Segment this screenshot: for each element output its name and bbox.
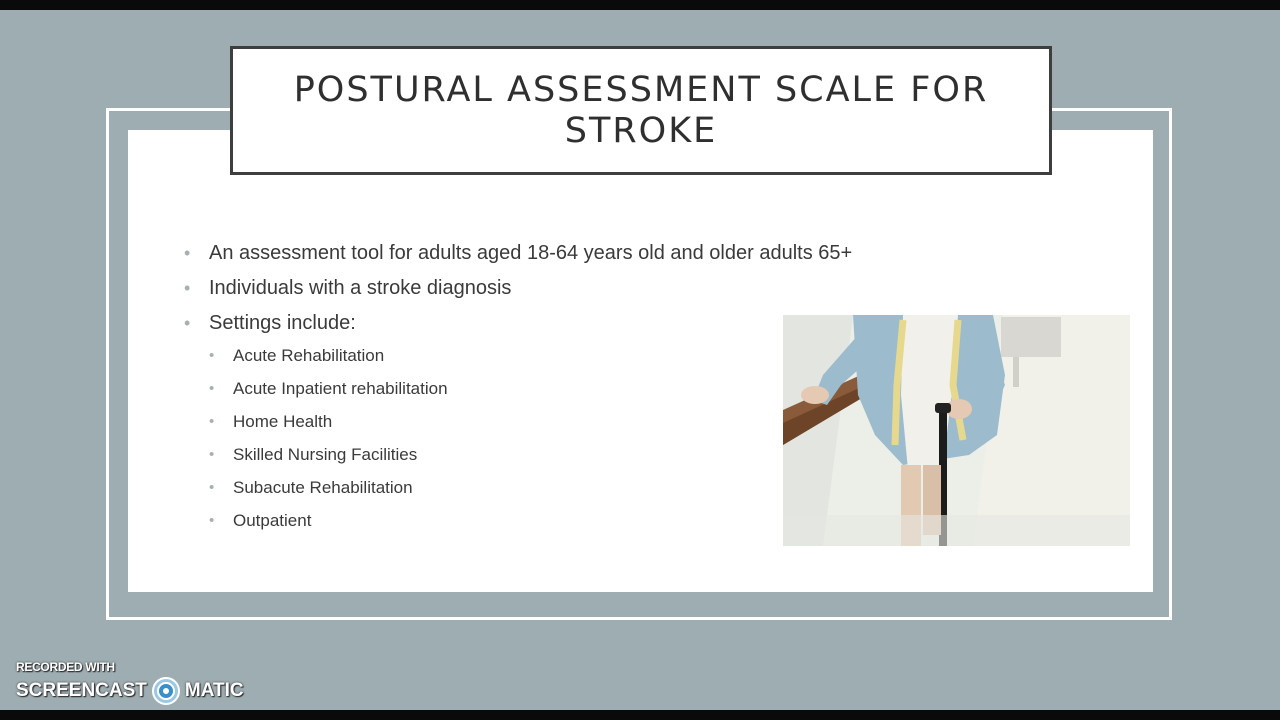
screencast-matic-watermark xyxy=(16,660,244,706)
watermark-brand-right: MATIC xyxy=(184,680,244,701)
bullet-icon: • xyxy=(209,479,215,496)
screencast-logo-icon xyxy=(151,676,181,706)
slide-title-box xyxy=(230,46,1052,175)
bullet-text: Individuals with a stroke diagnosis xyxy=(209,277,512,299)
sub-bullet-item xyxy=(180,345,852,378)
sub-bullet-item xyxy=(180,510,852,543)
bullet-icon: • xyxy=(209,347,215,364)
elderly-woman-cane-photo xyxy=(783,315,1130,546)
bullet-icon: • xyxy=(184,313,191,333)
bullet-icon: • xyxy=(209,380,215,397)
slide-title: POSTURAL ASSESSMENT SCALE FOR STROKE xyxy=(293,69,989,151)
watermark-recorded-with: RECORDED WITH xyxy=(16,660,115,674)
sub-bullet-item xyxy=(180,477,852,510)
sub-bullet-text: Subacute Rehabilitation xyxy=(233,478,413,497)
bullet-icon: • xyxy=(184,243,191,263)
bullet-icon: • xyxy=(184,278,191,298)
watermark-brand xyxy=(16,676,244,706)
sub-bullet-text: Skilled Nursing Facilities xyxy=(233,445,418,464)
slide-background xyxy=(0,10,1280,710)
photo-illustration xyxy=(783,315,1130,546)
bullet-item xyxy=(180,310,852,345)
sub-bullet-text: Outpatient xyxy=(233,511,312,530)
sub-bullet-item xyxy=(180,378,852,411)
sub-bullet-item xyxy=(180,444,852,477)
watermark-brand-left: SCREENCAST xyxy=(16,680,147,701)
bullet-text: An assessment tool for adults aged 18-64 years old and older adults 65+ xyxy=(209,242,853,264)
sub-bullet-text: Acute Inpatient rehabilitation xyxy=(233,379,448,398)
bullet-item xyxy=(180,240,852,275)
sub-bullet-item xyxy=(180,411,852,444)
bullet-icon: • xyxy=(209,446,215,463)
sub-bullet-text: Acute Rehabilitation xyxy=(233,346,385,365)
sub-bullet-text: Home Health xyxy=(233,412,333,431)
bullet-icon: • xyxy=(209,413,215,430)
bullet-icon: • xyxy=(209,512,215,529)
bullet-text: Settings include: xyxy=(209,312,356,334)
bullet-list xyxy=(180,240,852,543)
bullet-item xyxy=(180,275,852,310)
